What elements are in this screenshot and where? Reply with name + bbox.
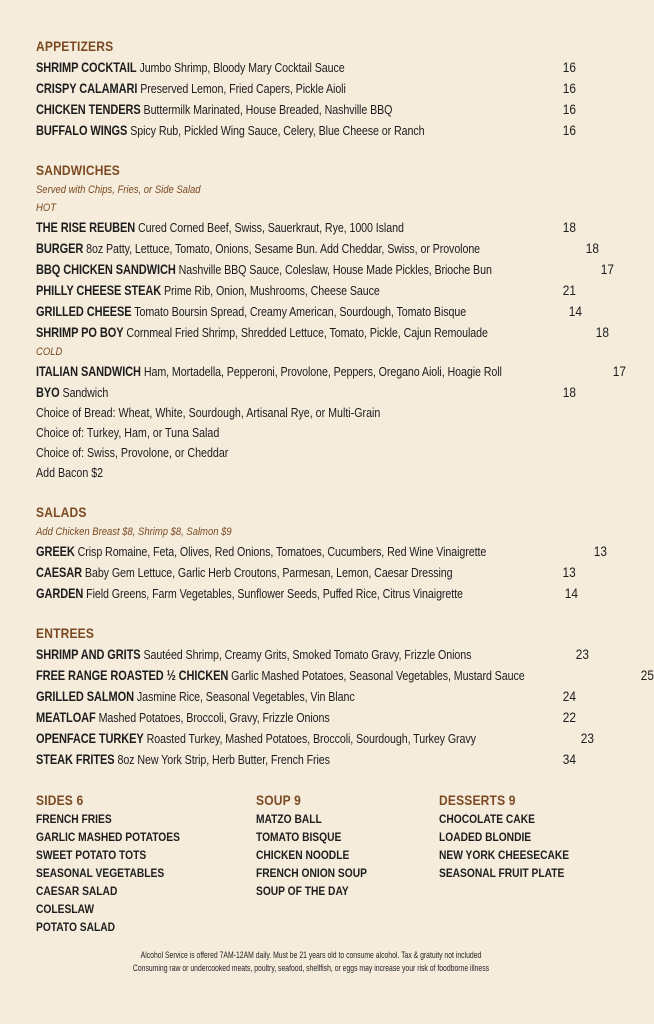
section-title: ENTREES <box>36 625 95 641</box>
byo-option: Choice of: Swiss, Provolone, or Cheddar <box>36 445 229 460</box>
item-price: 24 <box>562 689 576 704</box>
menu-item <box>36 707 576 728</box>
list-item: FRENCH ONION SOUP <box>256 866 367 880</box>
item-price: 17 <box>600 262 614 277</box>
menu-item <box>36 238 600 259</box>
menu-item <box>36 644 589 665</box>
food-safety-notice: Consuming raw or undercooked meats, poultry, seafood, shellfish, or eggs may increase your risk of foodborne illness <box>132 963 490 974</box>
item-name: GREEK <box>36 544 75 559</box>
section-note: Served with Chips, Fries, or Side Salad <box>36 184 201 196</box>
list-item: GARLIC MASHED POTATOES <box>36 830 180 844</box>
menu-item <box>36 686 576 707</box>
menu-item <box>36 120 576 141</box>
list-item: CAESAR SALAD <box>36 884 118 898</box>
item-name: THE RISE REUBEN <box>36 220 136 235</box>
list-item: SEASONAL FRUIT PLATE <box>439 866 565 880</box>
item-price: 13 <box>562 565 576 580</box>
item-price: 34 <box>562 752 576 767</box>
cold-label: COLD <box>36 346 63 358</box>
item-desc: Sautéed Shrimp, Creamy Grits, Smoked Tomato Gravy, Frizzle Onions <box>143 647 472 662</box>
item-price: 14 <box>564 586 579 601</box>
menu-item <box>36 259 614 280</box>
item-desc: Ham, Mortadella, Pepperoni, Provolone, Peppers, Oregano Aioli, Hoagie Roll <box>143 364 502 379</box>
footer-disclaimer <box>0 949 622 975</box>
menu-item <box>36 301 583 322</box>
menu-item <box>36 99 576 120</box>
section-title: SIDES 6 <box>36 792 84 808</box>
alcohol-notice: Alcohol Service is offered 7AM-12AM daily. Must be 21 years old to consume alcohol. Tax & gratuity not included <box>140 950 482 961</box>
item-name: GARDEN <box>36 586 84 601</box>
item-name: SHRIMP COCKTAIL <box>36 60 137 75</box>
list-item: COLESLAW <box>36 902 95 916</box>
byo-option: Choice of: Turkey, Ham, or Tuna Salad <box>36 425 220 440</box>
list-item: SEASONAL VEGETABLES <box>36 866 165 880</box>
list-item: SWEET POTATO TOTS <box>36 848 147 862</box>
item-desc: Nashville BBQ Sauce, Coleslaw, House Made Pickles, Brioche Bun <box>178 262 492 277</box>
menu-item <box>36 749 576 770</box>
menu-item <box>36 280 576 301</box>
item-desc: Jumbo Shrimp, Bloody Mary Cocktail Sauce <box>139 60 345 75</box>
item-desc: Buttermilk Marinated, House Breaded, Nashville BBQ <box>143 102 393 117</box>
item-desc: Crisp Romaine, Feta, Olives, Red Onions, Tomatoes, Cucumbers, Red Wine Vinaigrette <box>77 544 487 559</box>
item-name: ITALIAN SANDWICH <box>36 364 141 379</box>
item-desc: Sandwich <box>62 385 109 400</box>
menu-item <box>36 382 576 403</box>
item-name: STEAK FRITES <box>36 752 115 767</box>
menu-item <box>36 541 607 562</box>
item-name: MEATLOAF <box>36 710 96 725</box>
menu-item <box>36 57 576 78</box>
menu-item <box>36 728 595 749</box>
item-price: 18 <box>586 241 600 256</box>
item-name: SHRIMP AND GRITS <box>36 647 141 662</box>
item-name: OPENFACE TURKEY <box>36 731 144 746</box>
item-desc: Garlic Mashed Potatoes, Seasonal Vegetables, Mustard Sauce <box>231 668 525 683</box>
item-price: 25 <box>640 668 654 683</box>
menu-item <box>36 665 654 686</box>
item-desc: Jasmine Rice, Seasonal Vegetables, Vin Blanc <box>136 689 355 704</box>
item-name: CRISPY CALAMARI <box>36 81 138 96</box>
item-desc: Mashed Potatoes, Broccoli, Gravy, Frizzle Onions <box>98 710 330 725</box>
item-name: BUFFALO WINGS <box>36 123 128 138</box>
item-name: BURGER <box>36 241 84 256</box>
bottom-columns <box>36 790 596 940</box>
item-desc: 8oz New York Strip, Herb Butter, French Fries <box>117 752 330 767</box>
item-price: 14 <box>568 304 583 319</box>
item-price: 22 <box>562 710 576 725</box>
item-price: 23 <box>580 731 595 746</box>
item-price: 23 <box>575 647 589 662</box>
item-name: GRILLED CHEESE <box>36 304 132 319</box>
desserts-column <box>439 790 594 882</box>
menu-item <box>36 322 609 343</box>
item-price: 18 <box>562 220 576 235</box>
item-price: 16 <box>562 81 576 96</box>
item-name: CAESAR <box>36 565 83 580</box>
entrees-section <box>36 623 654 770</box>
hot-label: HOT <box>36 202 56 214</box>
list-item: CHICKEN NOODLE <box>256 848 350 862</box>
byo-option: Add Bacon $2 <box>36 465 104 480</box>
item-name: FREE RANGE ROASTED ½ CHICKEN <box>36 668 229 683</box>
item-price: 17 <box>612 364 627 379</box>
menu <box>36 36 654 789</box>
item-desc: Roasted Turkey, Mashed Potatoes, Broccoli, Sourdough, Turkey Gravy <box>146 731 476 746</box>
item-price: 18 <box>595 325 609 340</box>
menu-item <box>36 217 576 238</box>
byo-option: Choice of Bread: Wheat, White, Sourdough, Artisanal Rye, or Multi-Grain <box>36 405 381 420</box>
section-title: SOUP 9 <box>256 792 301 808</box>
item-desc: 8oz Patty, Lettuce, Tomato, Onions, Sesame Bun. Add Cheddar, Swiss, or Provolone <box>86 241 481 256</box>
item-price: 16 <box>562 123 576 138</box>
menu-item <box>36 361 627 382</box>
item-desc: Prime Rib, Onion, Mushrooms, Cheese Sauce <box>164 283 380 298</box>
section-title: SALADS <box>36 504 87 520</box>
item-name: SHRIMP PO BOY <box>36 325 124 340</box>
item-desc: Baby Gem Lettuce, Garlic Herb Croutons, Parmesan, Lemon, Caesar Dressing <box>84 565 453 580</box>
item-desc: Field Greens, Farm Vegetables, Sunflower Seeds, Puffed Rice, Citrus Vinaigrette <box>86 586 463 601</box>
item-price: 13 <box>593 544 607 559</box>
item-desc: Tomato Boursin Spread, Creamy American, Sourdough, Tomato Bisque <box>134 304 467 319</box>
item-name: CHICKEN TENDERS <box>36 102 141 117</box>
item-desc: Cured Corned Beef, Swiss, Sauerkraut, Rye, 1000 Island <box>138 220 404 235</box>
list-item: CHOCOLATE CAKE <box>439 812 535 826</box>
item-desc: Cornmeal Fried Shrimp, Shredded Lettuce, Tomato, Pickle, Cajun Remoulade <box>126 325 488 340</box>
soup-column <box>256 790 388 900</box>
list-item: MATZO BALL <box>256 812 322 826</box>
item-name: BYO <box>36 385 60 400</box>
list-item: LOADED BLONDIE <box>439 830 532 844</box>
list-item: NEW YORK CHEESECAKE <box>439 848 570 862</box>
menu-item <box>36 583 579 604</box>
list-item: TOMATO BISQUE <box>256 830 342 844</box>
sides-column <box>36 790 207 936</box>
list-item: SOUP OF THE DAY <box>256 884 349 898</box>
item-desc: Preserved Lemon, Fried Capers, Pickle Aioli <box>140 81 346 96</box>
section-title: APPETIZERS <box>36 38 114 54</box>
menu-item <box>36 562 576 583</box>
section-note: Add Chicken Breast $8, Shrimp $8, Salmon $9 <box>36 526 232 538</box>
item-price: 18 <box>562 385 576 400</box>
section-title: DESSERTS 9 <box>439 792 516 808</box>
sandwiches-section <box>36 160 627 483</box>
salads-section <box>36 502 607 604</box>
item-desc: Spicy Rub, Pickled Wing Sauce, Celery, Blue Cheese or Ranch <box>130 123 425 138</box>
item-price: 16 <box>562 102 576 117</box>
menu-item <box>36 78 576 99</box>
list-item: FRENCH FRIES <box>36 812 112 826</box>
item-name: GRILLED SALMON <box>36 689 134 704</box>
section-title: SANDWICHES <box>36 162 120 178</box>
list-item: POTATO SALAD <box>36 920 116 934</box>
item-name: BBQ CHICKEN SANDWICH <box>36 262 176 277</box>
item-name: PHILLY CHEESE STEAK <box>36 283 162 298</box>
appetizers-section <box>36 36 576 141</box>
item-price: 21 <box>562 283 576 298</box>
item-price: 16 <box>562 60 576 75</box>
